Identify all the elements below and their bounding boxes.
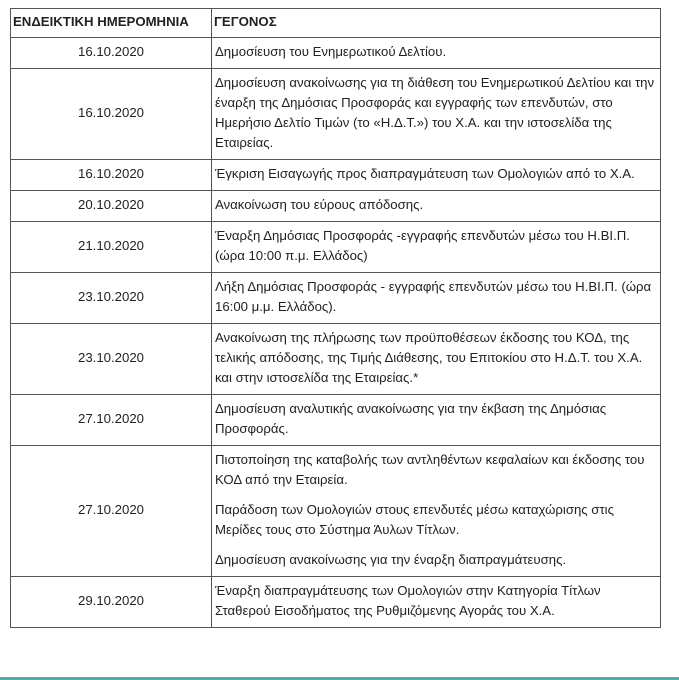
event-text: Δημοσίευση ανακοίνωσης για τη διάθεση του Ενημερωτικού Δελτίου και την έναρξη της Δημόσιας Προσφοράς και εγγραφής των επενδυτών, στο Ημερήσιο Δελτίο Τιμών (το «Η.Δ.Τ.») του Χ.Α. και την ιστοσελίδα της Εταιρείας. — [215, 75, 655, 150]
event-text: Ανακοίνωση της πλήρωσης των προϋποθέσεων έκδοσης του ΚΟΔ, της τελικής απόδοσης, της Τιμής Διάθεσης, του Επιτοκίου στο Η.Δ.Τ. του Χ.Α. και στην ιστοσελίδα της Εταιρείας.* — [215, 330, 643, 385]
date-cell: 16.10.2020 — [11, 38, 212, 69]
date-cell: 16.10.2020 — [11, 160, 212, 191]
table-row — [11, 69, 661, 160]
event-text: Λήξη Δημόσιας Προσφοράς - εγγραφής επενδυτών μέσω του Η.ΒΙ.Π. (ώρα 16:00 μ.μ. Ελλάδος). — [215, 279, 652, 314]
event-cell — [212, 69, 661, 160]
date-cell: 23.10.2020 — [11, 324, 212, 395]
event-cell — [212, 324, 661, 395]
table-row — [11, 160, 661, 191]
event-text: Έγκριση Εισαγωγής προς διαπραγμάτευση των Ομολογιών από το Χ.Α. — [215, 166, 635, 181]
event-text: Έναρξη διαπραγμάτευσης των Ομολογιών στην Κατηγορία Τίτλων Σταθερού Εισοδήματος της Ρυθμιζόμενης Αγοράς του Χ.Α. — [215, 583, 601, 618]
event-text: Δημοσίευση αναλυτικής ανακοίνωσης για την έκβαση της Δημόσιας Προσφοράς. — [215, 401, 607, 436]
table-body — [11, 38, 661, 628]
event-cell — [212, 191, 661, 222]
event-cell — [212, 577, 661, 628]
date-cell: 20.10.2020 — [11, 191, 212, 222]
table-row — [11, 191, 661, 222]
table-row — [11, 324, 661, 395]
table-row — [11, 395, 661, 446]
event-cell — [212, 273, 661, 324]
header-event: ΓΕΓΟΝΟΣ — [212, 9, 661, 38]
table-row — [11, 577, 661, 628]
date-cell: 29.10.2020 — [11, 577, 212, 628]
event-cell — [212, 446, 661, 577]
event-cell — [212, 395, 661, 446]
date-cell: 16.10.2020 — [11, 69, 212, 160]
header-row — [11, 9, 661, 38]
event-text: Ανακοίνωση του εύρους απόδοσης. — [215, 197, 424, 212]
event-cell — [212, 222, 661, 273]
date-cell: 21.10.2020 — [11, 222, 212, 273]
date-cell: 27.10.2020 — [11, 446, 212, 577]
table-row — [11, 38, 661, 69]
event-text: Δημοσίευση ανακοίνωσης για την έναρξη διαπραγμάτευσης. — [215, 552, 567, 567]
event-cell — [212, 160, 661, 191]
table-row — [11, 222, 661, 273]
date-cell: 27.10.2020 — [11, 395, 212, 446]
event-text: Παράδοση των Ομολογιών στους επενδυτές μέσω καταχώρισης στις Μερίδες τους στο Σύστημα Άυλων Τίτλων. — [215, 502, 614, 537]
table-header — [11, 9, 661, 38]
schedule-table — [10, 8, 661, 628]
event-text: Δημοσίευση του Ενημερωτικού Δελτίου. — [215, 44, 447, 59]
event-text: Πιστοποίηση της καταβολής των αντληθέντων κεφαλαίων και έκδοσης του ΚΟΔ από την Εταιρεία. — [215, 452, 645, 487]
event-text: Έναρξη Δημόσιας Προσφοράς -εγγραφής επενδυτών μέσω του Η.ΒΙ.Π. (ώρα 10:00 π.μ. Ελλάδος) — [215, 228, 630, 263]
date-cell: 23.10.2020 — [11, 273, 212, 324]
table-row — [11, 273, 661, 324]
event-cell — [212, 38, 661, 69]
table-row — [11, 446, 661, 577]
header-date: ΕΝΔΕΙΚΤΙΚΗ ΗΜΕΡΟΜΗΝΙΑ — [11, 9, 212, 38]
